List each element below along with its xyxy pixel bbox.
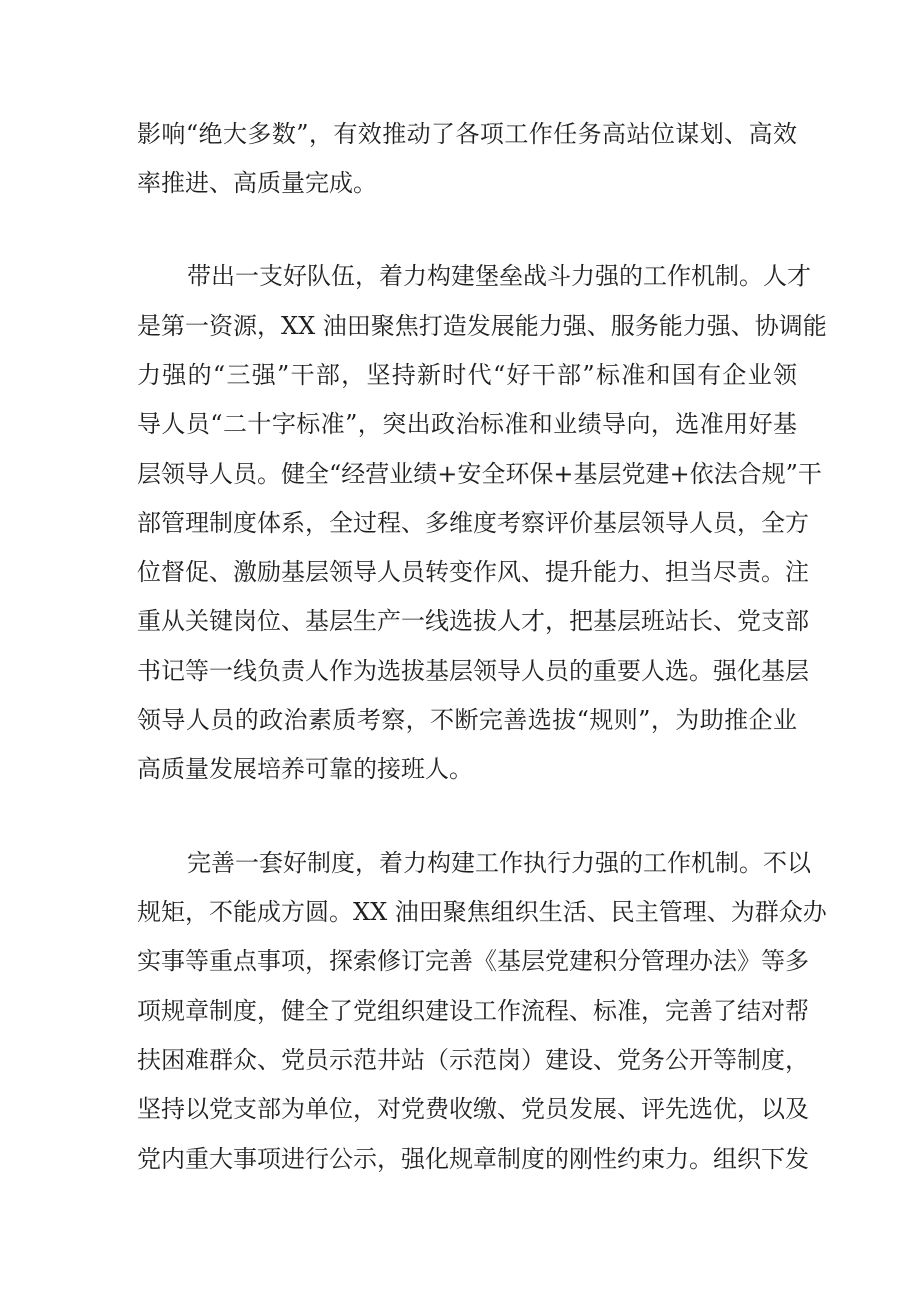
paragraph-3-line-6: 坚持以党支部为单位，对党费收缴、党员发展、评先选优，以及: [137, 1095, 809, 1123]
paragraph-2-line-11: 高质量发展培养可靠的接班人。: [137, 755, 473, 783]
paragraph-2-line-1: 带出一支好队伍，着力构建堡垒战斗力强的工作机制。人才: [187, 262, 811, 290]
paragraph-3-line-2: 规矩，不能成方圆。XX 油田聚焦组织生活、民主管理、为群众办: [137, 898, 827, 926]
paragraph-2-line-8: 重从关键岗位、基层生产一线选拔人才，把基层班站长、党支部: [137, 607, 809, 635]
paragraph-3-line-7: 党内重大事项进行公示，强化规章制度的刚性约束力。组织下发: [137, 1145, 809, 1173]
paragraph-2-line-9: 书记等一线负责人作为选拔基层领导人员的重要人选。强化基层: [137, 657, 809, 685]
paragraph-3-line-4: 项规章制度，健全了党组织建设工作流程、标准，完善了结对帮: [137, 997, 809, 1025]
paragraph-3-line-1: 完善一套好制度，着力构建工作执行力强的工作机制。不以: [187, 849, 811, 877]
paragraph-2-line-5: 层领导人员。健全“经营业绩+安全环保+基层党建+依法合规”干: [137, 460, 822, 488]
paragraph-3-line-5: 扶困难群众、党员示范井站（示范岗）建设、党务公开等制度，: [137, 1046, 809, 1074]
paragraph-2-line-2: 是第一资源，XX 油田聚焦打造发展能力强、服务能力强、协调能: [137, 312, 827, 340]
paragraph-2-line-7: 位督促、激励基层领导人员转变作风、提升能力、担当尽责。注: [137, 558, 809, 586]
paragraph-2-line-3: 力强的“三强”干部，坚持新时代“好干部”标准和国有企业领: [137, 361, 797, 389]
paragraph-2-line-4: 导人员“二十字标准”，突出政治标准和业绩导向，选准用好基: [137, 410, 797, 438]
paragraph-3-line-3: 实事等重点事项，探索修订完善《基层党建积分管理办法》等多: [137, 947, 809, 975]
paragraph-1-line-2: 率推进、高质量完成。: [137, 169, 377, 197]
paragraph-2-line-10: 领导人员的政治素质考察，不断完善选拔“规则”，为助推企业: [137, 706, 797, 734]
paragraph-2-line-6: 部管理制度体系，全过程、多维度考察评价基层领导人员，全方: [137, 509, 809, 537]
paragraph-1-line-1: 影响“绝大多数”，有效推动了各项工作任务高站位谋划、高效: [137, 120, 797, 148]
